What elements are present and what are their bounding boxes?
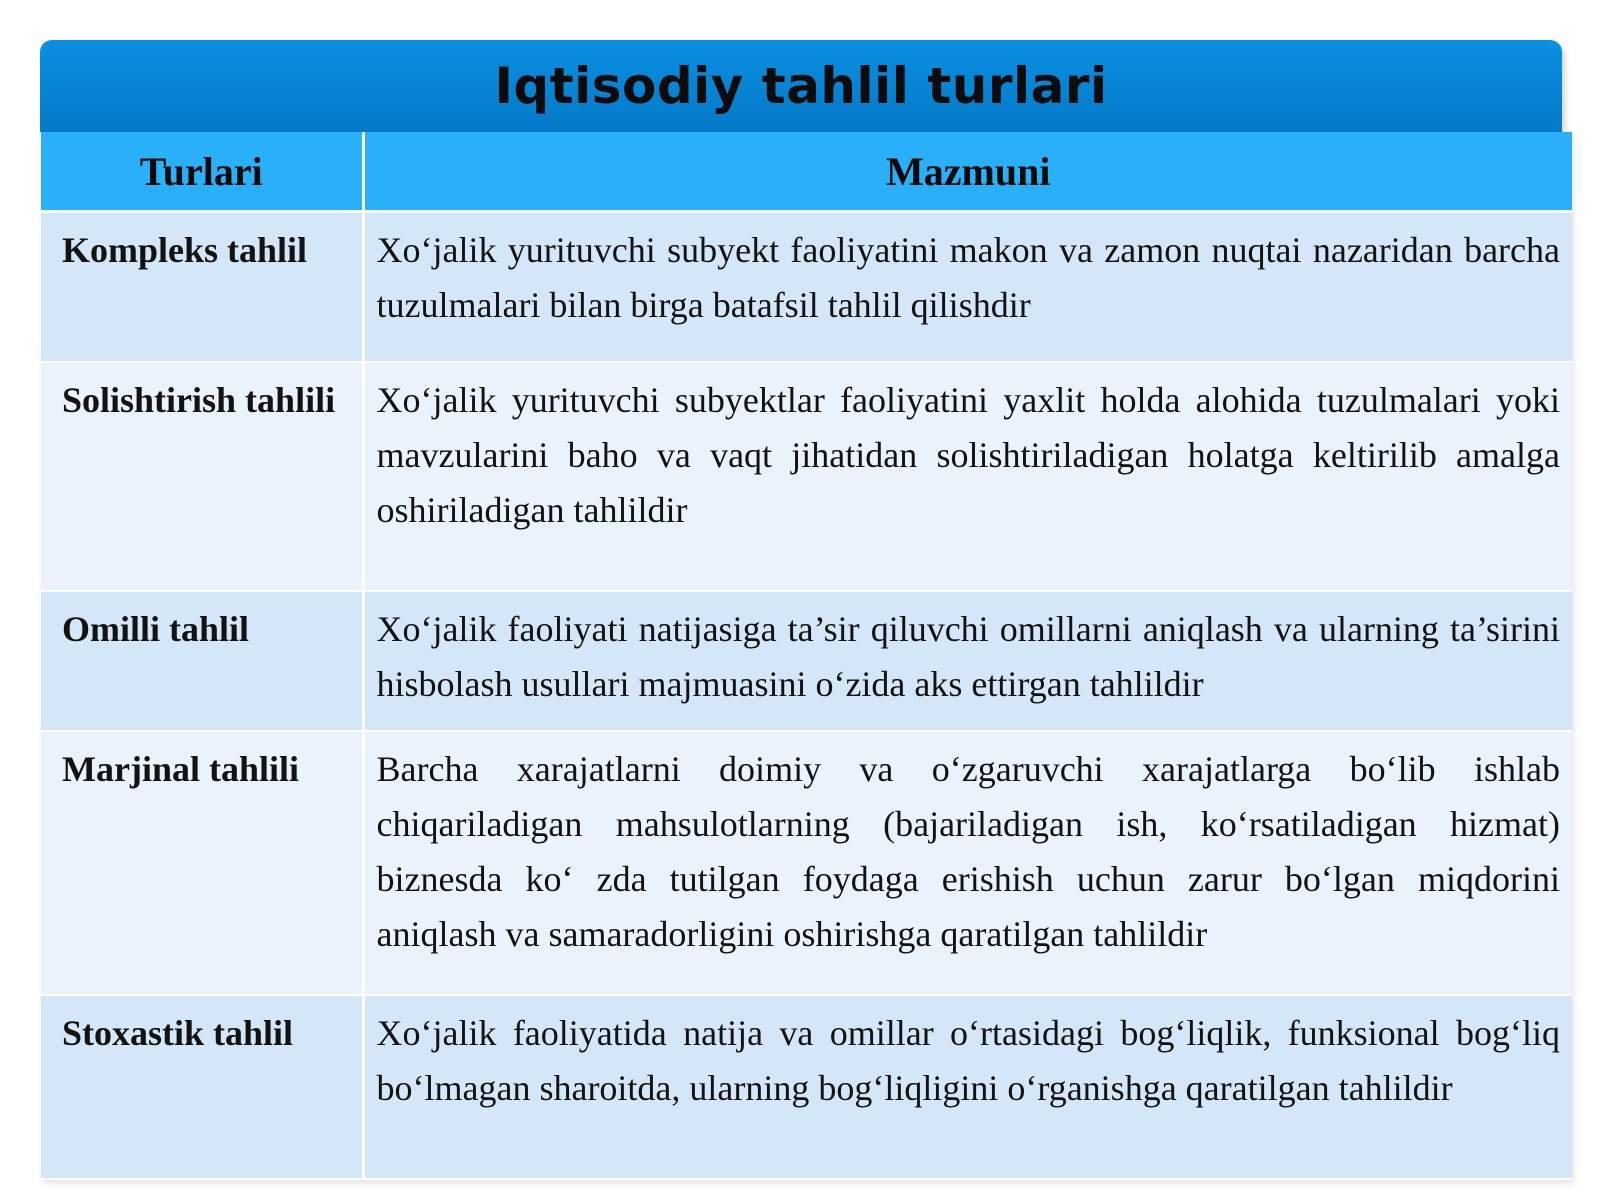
row-description: Xo‘jalik yurituvchi subyekt faoliyatini makon va zamon nuqtai nazaridan barcha tuzulmalari bilan birga batafsil tahlil qilishdir [363, 212, 1572, 363]
table-row [41, 591, 1572, 731]
row-description: Xo‘jalik yurituvchi subyektlar faoliyatini yaxlit holda alohida tuzulmalari yoki mavzularini baho va vaqt jihatidan solishtiriladigan holatga keltirilib amalga oshiriladigan tahlildir [363, 362, 1572, 591]
row-description: Xo‘jalik faoliyatida natija va omillar o‘rtasidagi bog‘liqlik, funksional bog‘liq bo‘lmagan sharoitda, ularning bog‘liqligini o‘rganishga qaratilgan tahlildir [363, 995, 1572, 1179]
row-type: Stoxastik tahlil [41, 995, 363, 1179]
row-type: Omilli tahlil [41, 591, 363, 731]
table-row [41, 995, 1572, 1179]
row-description: Xo‘jalik faoliyati natijasiga ta’sir qiluvchi omillarni aniqlash va ularning ta’sirini hisbolash usullari majmuasini o‘zida aks ettirgan tahlildir [363, 591, 1572, 731]
table-row [41, 362, 1572, 591]
row-description: Barcha xarajatlarni doimiy va o‘zgaruvchi xarajatlarga bo‘lib ishlab chiqariladigan mahsulotlarning (bajariladigan ish, ko‘rsatiladigan hizmat) biznesda ko‘ zda tutilgan foydaga erishish uchun zarur bo‘lgan miqdorini aniqlash va samaradorligini oshirishga qaratilgan tahlildir [363, 731, 1572, 995]
row-type: Marjinal tahlili [41, 731, 363, 995]
slide-title: Iqtisodiy tahlil turlari [494, 57, 1108, 115]
header-types: Turlari [41, 132, 363, 212]
table-header-row [41, 132, 1572, 212]
table-row [41, 212, 1572, 363]
analysis-types-table [41, 132, 1572, 1180]
table-row [41, 731, 1572, 995]
row-type: Kompleks tahlil [41, 212, 363, 363]
header-content: Mazmuni [363, 132, 1572, 212]
title-bar [40, 40, 1562, 132]
row-type: Solishtirish tahlili [41, 362, 363, 591]
